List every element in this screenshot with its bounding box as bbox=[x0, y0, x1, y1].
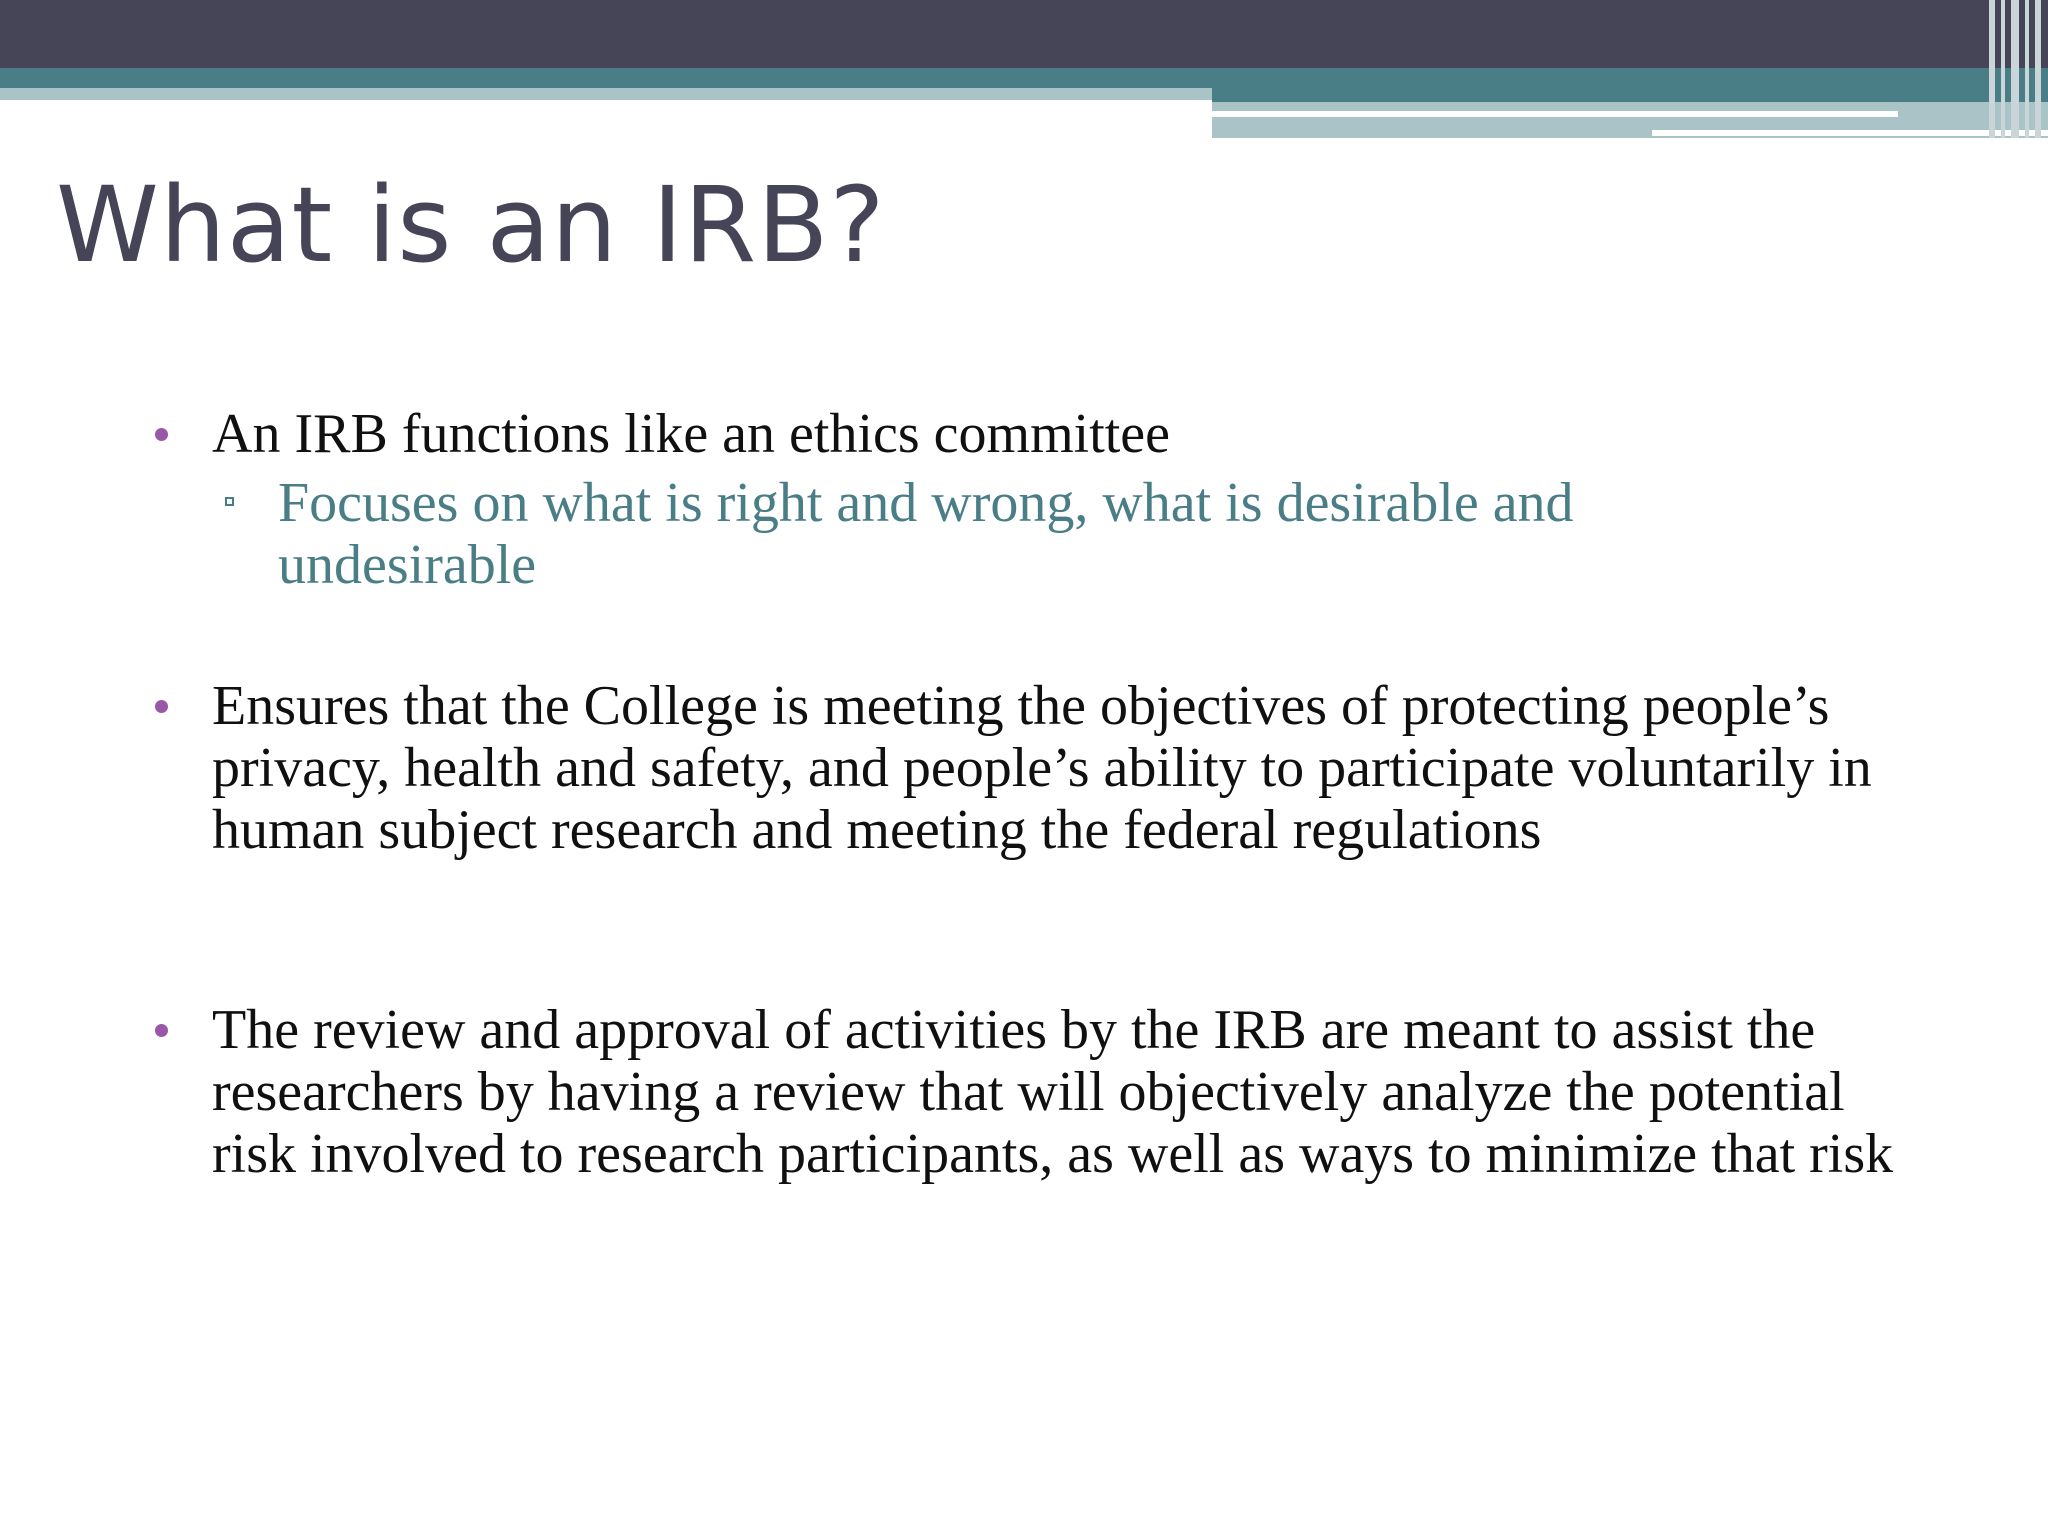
header-stripe bbox=[2025, 0, 2029, 138]
header-band-dark bbox=[0, 0, 2048, 68]
header-stripe bbox=[2001, 0, 2005, 138]
header-stripe bbox=[1989, 0, 1995, 138]
header-stripe bbox=[2011, 0, 2019, 138]
bullet-text: An IRB functions like an ethics committee bbox=[212, 403, 1171, 465]
header-stripes bbox=[1985, 0, 2048, 138]
header-accent-line bbox=[1212, 111, 1898, 117]
bullet-dot-icon bbox=[155, 700, 168, 713]
sub-bullet-text: Focuses on what is right and wrong, what is desirable and undesirable bbox=[278, 472, 1574, 596]
slide-title: What is an IRB? bbox=[56, 164, 886, 286]
header-band-teal-right bbox=[1212, 88, 2048, 102]
header-band-light-left bbox=[0, 88, 1212, 100]
square-bullet-icon bbox=[225, 497, 234, 506]
header-band-teal bbox=[0, 68, 2048, 88]
bullet-dot-icon bbox=[155, 428, 168, 441]
header-stripe bbox=[2035, 0, 2041, 138]
bullet-dot-icon bbox=[155, 1024, 168, 1037]
bullet-text: The review and approval of activities by the IRB are meant to assist the researchers by having a review that will objectively analyze the potential risk involved to research participants, as well as ways to minimize that risk bbox=[212, 999, 1894, 1185]
bullet-text: Ensures that the College is meeting the objectives of protecting people’s privacy, health and safety, and people’s ability to participate voluntarily in human subject research and meeting the federal regulations bbox=[212, 675, 1872, 861]
